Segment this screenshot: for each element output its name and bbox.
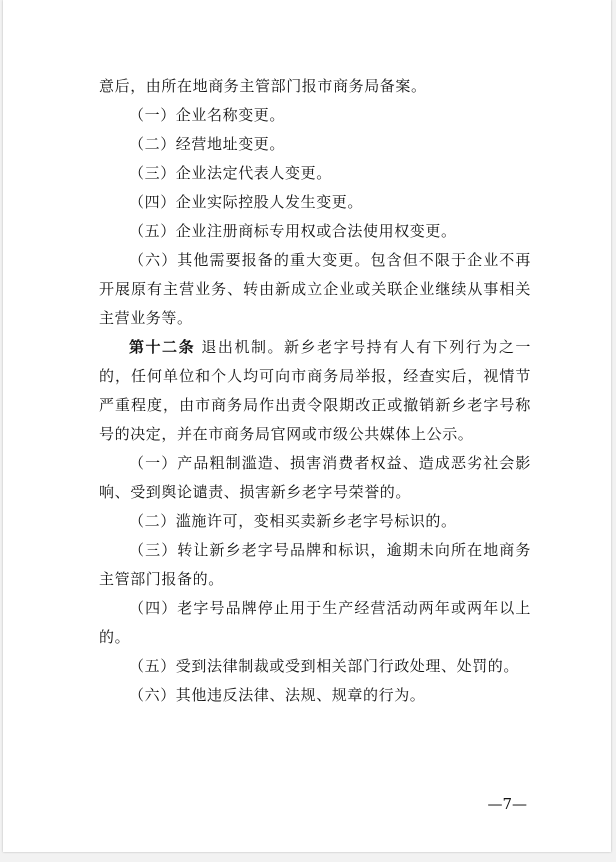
paragraph-4	[99, 159, 531, 188]
paragraph-text: （一）产品粗制滥造、损害消费者权益、造成恶劣社会影响、受到舆论谴责、损害新乡老字号荣誉的。	[99, 454, 531, 501]
paragraph-text: （五）企业注册商标专用权或合法使用权变更。	[129, 222, 457, 240]
document-body	[99, 72, 531, 710]
paragraph-text: （三）企业法定代表人变更。	[129, 164, 332, 182]
paragraph-5	[99, 188, 531, 217]
paragraph-text: 退出机制。新乡老字号持有人有下列行为之一的，任何单位和个人均可向市商务局举报，经查实后，视情节严重程度，由市商务局作出责令限期改正或撤销新乡老字号称号的决定，并在市商务局官网或市级公共媒体上公示。	[99, 338, 531, 443]
paragraph-text: （三）转让新乡老字号品牌和标识，逾期未向所在地商务主管部门报备的。	[99, 541, 531, 588]
paragraph-10	[99, 507, 531, 536]
paragraph-3	[99, 130, 531, 159]
paragraph-6	[99, 217, 531, 246]
paragraph-13	[99, 652, 531, 681]
paragraph-7	[99, 246, 531, 333]
article-title: 第十二条	[129, 338, 196, 356]
paragraph-1	[99, 72, 531, 101]
paragraph-text: （四）企业实际控股人发生变更。	[129, 193, 364, 211]
paragraph-9	[99, 449, 531, 507]
paragraph-text: （五）受到法律制裁或受到相关部门行政处理、处罚的。	[129, 657, 520, 675]
paragraph-2	[99, 101, 531, 130]
page-number: —7—	[487, 795, 527, 813]
article-12	[99, 333, 531, 449]
paragraph-text: （一）企业名称变更。	[129, 106, 286, 124]
paragraph-text: （六）其他违反法律、法规、规章的行为。	[129, 686, 426, 704]
paragraph-12	[99, 594, 531, 652]
paragraph-text: （四）老字号品牌停止用于生产经营活动两年或两年以上的。	[99, 599, 531, 646]
paragraph-text: 意后，由所在地商务主管部门报市商务局备案。	[99, 77, 427, 95]
paragraph-text: （六）其他需要报备的重大变更。包含但不限于企业不再开展原有主营业务、转由新成立企业或关联企业继续从事相关主营业务等。	[99, 251, 531, 327]
paragraph-11	[99, 536, 531, 594]
paragraph-14	[99, 681, 531, 710]
paragraph-text: （二）滥施许可，变相买卖新乡老字号标识的。	[129, 512, 457, 530]
paragraph-text: （二）经营地址变更。	[129, 135, 286, 153]
document-page	[3, 0, 611, 852]
